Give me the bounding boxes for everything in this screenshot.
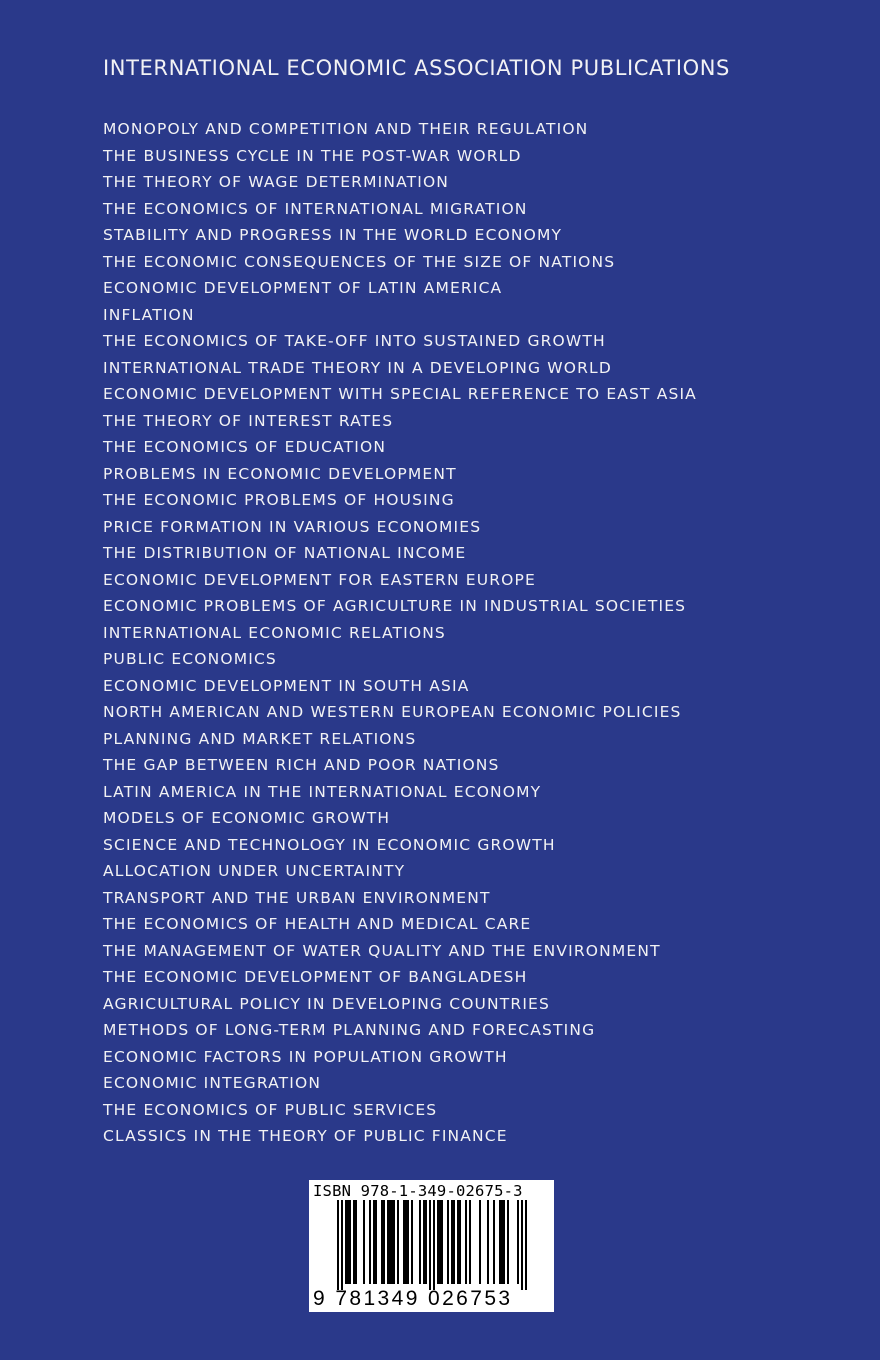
publication-title: THE ECONOMICS OF INTERNATIONAL MIGRATION bbox=[103, 199, 528, 218]
publication-title: ALLOCATION UNDER UNCERTAINTY bbox=[103, 862, 406, 880]
barcode-bar bbox=[499, 1200, 501, 1284]
publication-title: ECONOMIC DEVELOPMENT FOR EASTERN EUROPE bbox=[103, 570, 536, 589]
barcode-bar bbox=[503, 1200, 505, 1284]
barcode-bar bbox=[479, 1200, 481, 1284]
barcode-guard-bar bbox=[337, 1200, 339, 1290]
publication-title: PLANNING AND MARKET RELATIONS bbox=[103, 729, 417, 748]
barcode-bar bbox=[347, 1200, 349, 1284]
publication-title: ECONOMIC DEVELOPMENT WITH SPECIAL REFERENCE TO EAST ASIA bbox=[103, 385, 697, 403]
barcode-bar bbox=[457, 1200, 459, 1284]
publication-title: THE ECONOMIC CONSEQUENCES OF THE SIZE OF NATIONS bbox=[103, 252, 616, 271]
publication-title: THE THEORY OF WAGE DETERMINATION bbox=[103, 173, 450, 191]
barcode-bar bbox=[507, 1200, 509, 1284]
publication-title: THE DISTRIBUTION OF NATIONAL INCOME bbox=[103, 544, 467, 562]
barcode-bar bbox=[389, 1200, 391, 1284]
publication-title: PUBLIC ECONOMICS bbox=[103, 650, 277, 668]
publication-title: THE ECONOMICS OF EDUCATION bbox=[103, 438, 387, 456]
barcode-bar bbox=[375, 1200, 377, 1284]
barcode-bar bbox=[423, 1200, 425, 1284]
barcode-bar bbox=[447, 1200, 449, 1284]
publication-title: MONOPOLY AND COMPETITION AND THEIR REGULATION bbox=[103, 120, 589, 138]
barcode-bar bbox=[391, 1200, 393, 1284]
barcode-bar bbox=[403, 1200, 405, 1284]
publication-title: TRANSPORT AND THE URBAN ENVIRONMENT bbox=[103, 888, 491, 907]
publication-title: THE ECONOMICS OF TAKE-OFF INTO SUSTAINED GROWTH bbox=[103, 332, 606, 350]
publication-title: STABILITY AND PROGRESS IN THE WORLD ECONOMY bbox=[103, 226, 563, 244]
publication-title: INTERNATIONAL ECONOMIC RELATIONS bbox=[103, 623, 446, 642]
barcode-guard-bar bbox=[429, 1200, 431, 1290]
publication-title: PRICE FORMATION IN VARIOUS ECONOMIES bbox=[103, 517, 482, 536]
barcode-bar bbox=[437, 1200, 439, 1284]
barcode-bar bbox=[465, 1200, 467, 1284]
publication-title: ECONOMIC DEVELOPMENT OF LATIN AMERICA bbox=[103, 279, 503, 297]
barcode-bar bbox=[393, 1200, 395, 1284]
publication-title: ECONOMIC INTEGRATION bbox=[103, 1074, 322, 1092]
barcode-bar bbox=[419, 1200, 421, 1284]
barcode-bar bbox=[441, 1200, 443, 1284]
barcode-guard-bar bbox=[341, 1200, 343, 1290]
publication-title: THE ECONOMIC DEVELOPMENT OF BANGLADESH bbox=[103, 968, 528, 986]
publication-title: NORTH AMERICAN AND WESTERN EUROPEAN ECONOMIC POLICIES bbox=[103, 703, 682, 721]
isbn-label: ISBN 978-1-349-02675-3 bbox=[313, 1182, 523, 1200]
barcode-bar bbox=[381, 1200, 383, 1284]
series-title: INTERNATIONAL ECONOMIC ASSOCIATION PUBLICATIONS bbox=[103, 56, 730, 80]
barcode-bar bbox=[345, 1200, 347, 1284]
barcode-bar bbox=[369, 1200, 371, 1284]
publication-title: THE GAP BETWEEN RICH AND POOR NATIONS bbox=[103, 756, 500, 774]
publication-title: THE BUSINESS CYCLE IN THE POST-WAR WORLD bbox=[103, 146, 522, 165]
publication-title: CLASSICS IN THE THEORY OF PUBLIC FINANCE bbox=[103, 1127, 508, 1145]
publication-title: ECONOMIC PROBLEMS OF AGRICULTURE IN INDUSTRIAL SOCIETIES bbox=[103, 597, 687, 615]
publication-title: LATIN AMERICA IN THE INTERNATIONAL ECONOMY bbox=[103, 782, 542, 801]
barcode-bar bbox=[373, 1200, 375, 1284]
barcode-bar bbox=[425, 1200, 427, 1284]
barcode-bar bbox=[363, 1200, 365, 1284]
publication-title: THE THEORY OF INTEREST RATES bbox=[103, 411, 394, 430]
publication-title: THE ECONOMICS OF PUBLIC SERVICES bbox=[103, 1100, 438, 1119]
publication-title: THE MANAGEMENT OF WATER QUALITY AND THE ENVIRONMENT bbox=[103, 941, 661, 960]
barcode-bar bbox=[387, 1200, 389, 1284]
barcode-bar bbox=[517, 1200, 519, 1284]
publication-title: AGRICULTURAL POLICY IN DEVELOPING COUNTRIES bbox=[103, 994, 550, 1013]
barcode-bar bbox=[411, 1200, 413, 1284]
barcode-bar bbox=[493, 1200, 495, 1284]
barcode-bar bbox=[405, 1200, 407, 1284]
barcode-bar bbox=[451, 1200, 453, 1284]
barcode-bar bbox=[459, 1200, 461, 1284]
barcode-guard-bar bbox=[521, 1200, 523, 1290]
isbn-barcode bbox=[309, 1180, 554, 1312]
barcode-guard-bar bbox=[433, 1200, 435, 1290]
barcode-bar bbox=[487, 1200, 489, 1284]
barcode-bar bbox=[501, 1200, 503, 1284]
ean-digits: 9 781349 026753 bbox=[313, 1287, 513, 1310]
barcode-bar bbox=[383, 1200, 385, 1284]
barcode-bar bbox=[439, 1200, 441, 1284]
barcode-bar bbox=[353, 1200, 355, 1284]
publication-title: THE ECONOMICS OF HEALTH AND MEDICAL CARE bbox=[103, 915, 532, 933]
barcode-bar bbox=[469, 1200, 471, 1284]
publication-title: MODELS OF ECONOMIC GROWTH bbox=[103, 809, 391, 827]
publication-title: INTERNATIONAL TRADE THEORY IN A DEVELOPING WORLD bbox=[103, 358, 612, 377]
barcode-bar bbox=[349, 1200, 351, 1284]
barcode-bar bbox=[397, 1200, 399, 1284]
publication-title: SCIENCE AND TECHNOLOGY IN ECONOMIC GROWTH bbox=[103, 835, 556, 854]
barcode-bar bbox=[407, 1200, 409, 1284]
publication-title: THE ECONOMIC PROBLEMS OF HOUSING bbox=[103, 491, 455, 509]
publication-title: METHODS OF LONG-TERM PLANNING AND FORECASTING bbox=[103, 1021, 596, 1039]
publication-title: ECONOMIC DEVELOPMENT IN SOUTH ASIA bbox=[103, 676, 470, 695]
publication-title: ECONOMIC FACTORS IN POPULATION GROWTH bbox=[103, 1047, 508, 1066]
barcode-guard-bar bbox=[525, 1200, 527, 1290]
barcode-bar bbox=[355, 1200, 357, 1284]
barcode-bar bbox=[453, 1200, 455, 1284]
publication-title: INFLATION bbox=[103, 305, 195, 324]
publication-list bbox=[103, 116, 697, 1150]
publication-title: PROBLEMS IN ECONOMIC DEVELOPMENT bbox=[103, 464, 457, 483]
